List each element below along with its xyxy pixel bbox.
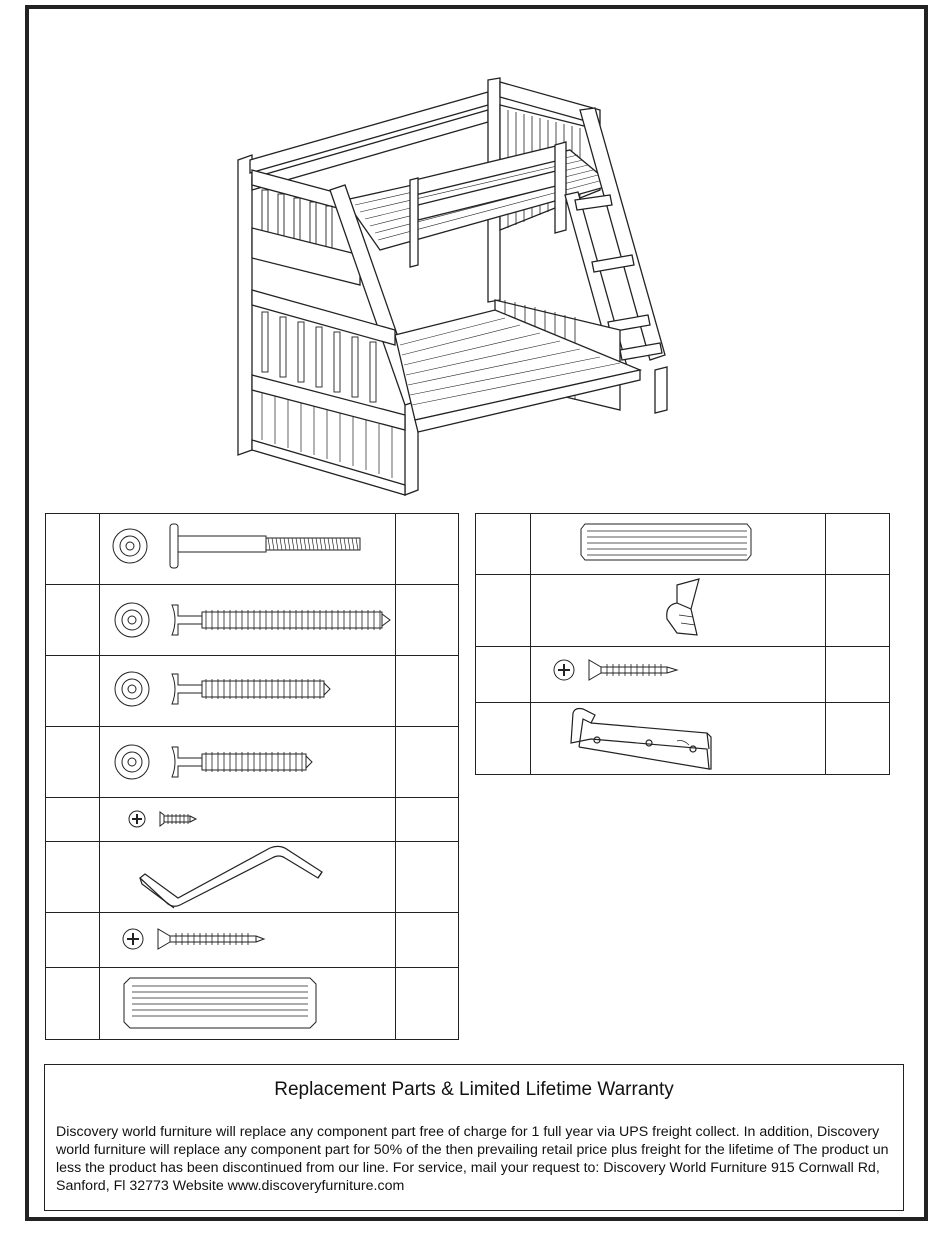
part-row (46, 514, 459, 585)
part-number-cell (476, 514, 531, 575)
part-number-cell (46, 585, 100, 656)
part-row (46, 727, 459, 798)
allen-wrench-icon (100, 842, 395, 912)
part-quantity-cell (396, 968, 459, 1040)
ladder-hook-bracket-icon (531, 703, 824, 774)
phillips-screw-icon (100, 913, 395, 967)
part-number-cell (476, 703, 531, 775)
part-row (46, 656, 459, 727)
small-phillips-screw-icon (100, 798, 395, 841)
warranty-text: Discovery world furniture will replace any component part free of charge for 1 full year via UPS freight collect. In addition, Discovery world furniture will replace any component part for 50% of the then prevailing retail price plus freight for the lifetime of The product un less the product has been discontinued from our line. For service, mail your request to: Discovery World Furniture 915 Cornwall Rd, Sanford, Fl 32773 Website www.discoveryfurniture.com (56, 1124, 889, 1194)
part-image-cell (531, 703, 826, 775)
part-row (46, 585, 459, 656)
bunk-bed-illustration (0, 0, 950, 500)
medium-bolt-icon (100, 656, 395, 726)
part-number-cell (46, 514, 100, 585)
part-image-cell (100, 842, 396, 913)
long-bolt-icon (100, 585, 395, 655)
part-quantity-cell (826, 647, 890, 703)
large-wood-dowel-icon (100, 968, 395, 1039)
part-row (476, 703, 890, 775)
part-number-cell (476, 575, 531, 647)
part-row (476, 514, 890, 575)
part-quantity-cell (826, 514, 890, 575)
part-number-cell (46, 842, 100, 913)
part-image-cell (531, 647, 826, 703)
part-row (46, 968, 459, 1040)
part-image-cell (100, 585, 396, 656)
part-quantity-cell (396, 656, 459, 727)
parts-table-right (475, 513, 890, 775)
part-quantity-cell (826, 575, 890, 647)
wood-dowel-icon (531, 514, 824, 574)
part-quantity-cell (396, 514, 459, 585)
part-image-cell (100, 913, 396, 968)
plastic-corner-cap-icon (531, 575, 824, 646)
short-bolt-icon (100, 727, 395, 797)
wood-screw-icon (531, 647, 824, 702)
part-quantity-cell (396, 913, 459, 968)
part-number-cell (46, 968, 100, 1040)
part-image-cell (531, 575, 826, 647)
part-row (476, 575, 890, 647)
part-row (46, 798, 459, 842)
warranty-title: Replacement Parts & Limited Lifetime Warranty (274, 1079, 674, 1100)
part-image-cell (531, 514, 826, 575)
part-image-cell (100, 968, 396, 1040)
part-quantity-cell (826, 703, 890, 775)
parts-table-left (45, 513, 459, 1040)
part-image-cell (100, 727, 396, 798)
part-number-cell (46, 798, 100, 842)
part-quantity-cell (396, 727, 459, 798)
part-image-cell (100, 656, 396, 727)
part-number-cell (46, 656, 100, 727)
part-quantity-cell (396, 798, 459, 842)
barrel-nut-bolt-icon (100, 514, 395, 584)
part-number-cell (46, 727, 100, 798)
part-image-cell (100, 514, 396, 585)
part-number-cell (476, 647, 531, 703)
part-number-cell (46, 913, 100, 968)
part-image-cell (100, 798, 396, 842)
part-row (46, 913, 459, 968)
warranty-box (44, 1064, 904, 1211)
part-quantity-cell (396, 585, 459, 656)
part-row (46, 842, 459, 913)
part-quantity-cell (396, 842, 459, 913)
part-row (476, 647, 890, 703)
